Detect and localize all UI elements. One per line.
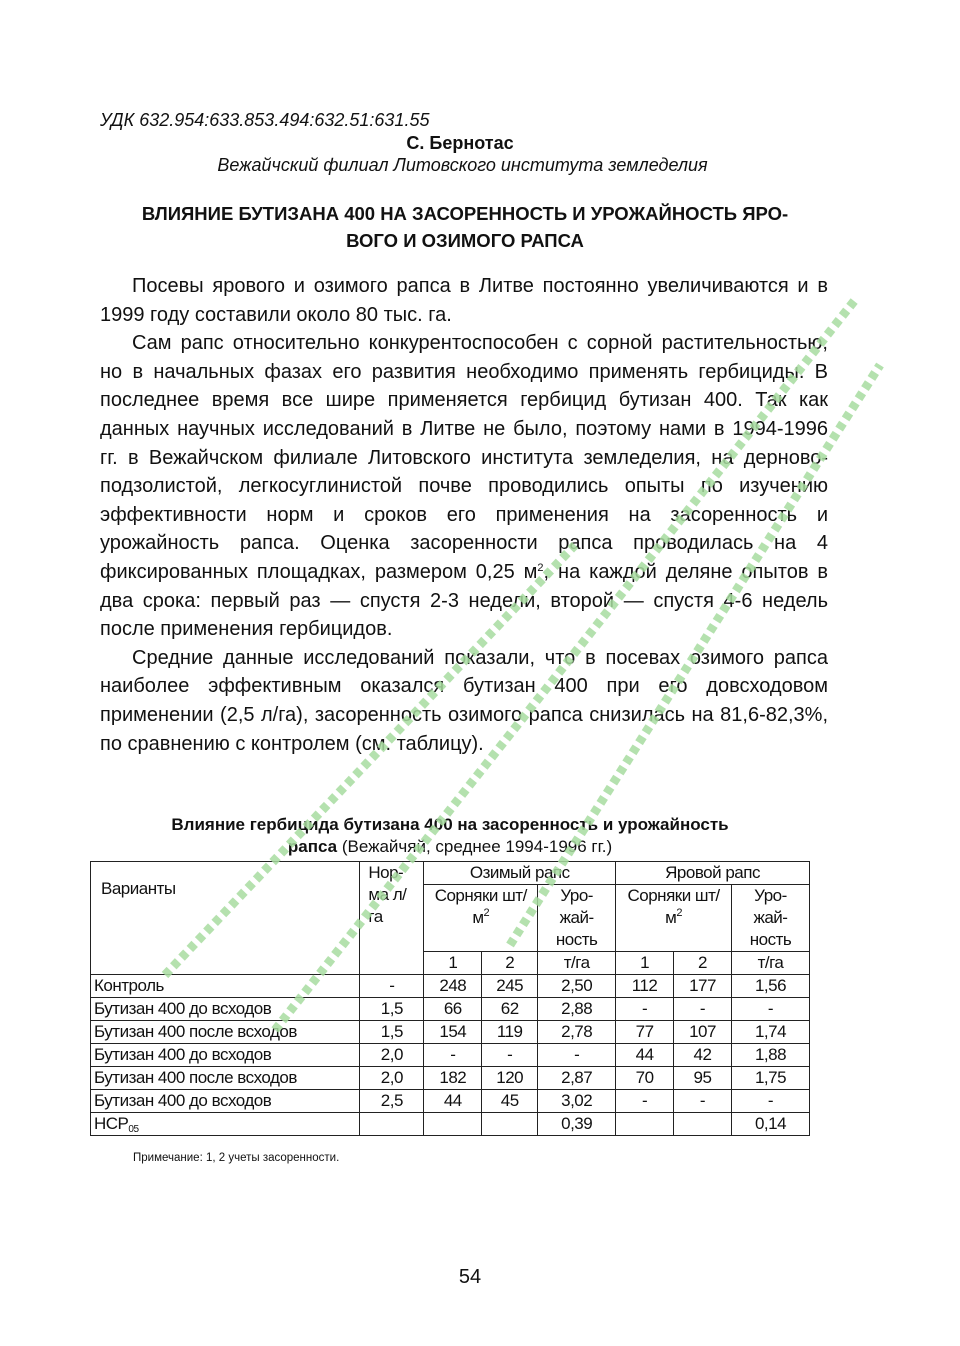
cell-sy: - bbox=[731, 998, 809, 1021]
header-row-1 bbox=[91, 862, 810, 885]
cell-norm: 2,0 bbox=[360, 1044, 424, 1067]
table-note: Примечание: 1, 2 учеты засоренности. bbox=[133, 1152, 340, 1164]
cell-empty bbox=[424, 1113, 482, 1136]
cell-empty bbox=[674, 1113, 732, 1136]
cell-empty bbox=[616, 1113, 674, 1136]
page-number: 54 bbox=[458, 1266, 482, 1288]
winter-weeds-label: Сорняки шт/м bbox=[434, 886, 527, 927]
cell-wy: 2,87 bbox=[538, 1067, 616, 1090]
cell-sy: 1,56 bbox=[731, 975, 809, 998]
header-spring-count-2: 2 bbox=[674, 952, 732, 975]
header-spring-yield-unit: т/га bbox=[731, 952, 809, 975]
cell-hcp-value: 0,14 bbox=[731, 1113, 809, 1136]
cell-variant: Бутизан 400 до всходов bbox=[91, 1090, 360, 1113]
spring-weeds-sup: 2 bbox=[676, 907, 682, 919]
table-row-hcp bbox=[91, 1113, 810, 1136]
cell-w1: 248 bbox=[424, 975, 482, 998]
paragraph-1: Посевы ярового и озимого рапса в Литве постоянно увеличиваются и в 1999 году составили около 80 тыс. га. bbox=[100, 275, 828, 326]
cell-w2: 245 bbox=[482, 975, 538, 998]
cell-s1: 77 bbox=[616, 1021, 674, 1044]
table-row bbox=[91, 998, 810, 1021]
cell-w1: 66 bbox=[424, 998, 482, 1021]
cell-s1: 112 bbox=[616, 975, 674, 998]
square-superscript: 2 bbox=[537, 561, 544, 574]
spring-weeds-label: Сорняки шт/м bbox=[627, 886, 720, 927]
cell-variant: Бутизан 400 до всходов bbox=[91, 1044, 360, 1067]
hcp-label: НСР bbox=[94, 1114, 129, 1133]
cell-w2: 62 bbox=[482, 998, 538, 1021]
header-winter-yield: Уро-жай-ность bbox=[538, 885, 616, 952]
paragraph-3: Средние данные исследований показали, что в посевах озимого рапса наиболее эффективным оказался бутизан 400 при его довсходовом применении (2,5 л/га), засоренность озимого рапса снизилась на 81,6-82,3%, по сравнению с контролем (см. таблицу). bbox=[100, 646, 828, 755]
title-line-2: ВОГО И ОЗИМОГО РАПСА bbox=[346, 230, 584, 251]
cell-sy: 1,75 bbox=[731, 1067, 809, 1090]
article-body bbox=[100, 272, 828, 758]
cell-wy: 2,88 bbox=[538, 998, 616, 1021]
cell-wy: 2,50 bbox=[538, 975, 616, 998]
cell-w2: 45 bbox=[482, 1090, 538, 1113]
article-title bbox=[100, 200, 830, 254]
hcp-subscript: 05 bbox=[128, 1124, 139, 1135]
table-caption-line-1: Влияние гербицида бутизана 400 на засоренность и урожайность bbox=[171, 815, 729, 834]
cell-s2: - bbox=[674, 998, 732, 1021]
cell-s1: - bbox=[616, 1090, 674, 1113]
affiliation: Вежайчский филиал Литовского института земледелия bbox=[217, 155, 708, 175]
cell-sy: 1,88 bbox=[731, 1044, 809, 1067]
cell-wy: 3,02 bbox=[538, 1090, 616, 1113]
cell-w2: 120 bbox=[482, 1067, 538, 1090]
cell-norm: - bbox=[360, 975, 424, 998]
cell-empty bbox=[360, 1113, 424, 1136]
header-winter-count-2: 2 bbox=[482, 952, 538, 975]
cell-w1: 44 bbox=[424, 1090, 482, 1113]
header-spring-weeds bbox=[616, 885, 732, 952]
cell-variant: Контроль bbox=[91, 975, 360, 998]
table-row bbox=[91, 1090, 810, 1113]
cell-sy: 1,74 bbox=[731, 1021, 809, 1044]
cell-variant: Бутизан 400 после всходов bbox=[91, 1021, 360, 1044]
header-winter-count-1: 1 bbox=[424, 952, 482, 975]
header-winter-yield-unit: т/га bbox=[538, 952, 616, 975]
cell-hcp-value: 0,39 bbox=[538, 1113, 616, 1136]
cell-norm: 1,5 bbox=[360, 998, 424, 1021]
cell-sy: - bbox=[731, 1090, 809, 1113]
cell-norm: 2,0 bbox=[360, 1067, 424, 1090]
cell-w1: - bbox=[424, 1044, 482, 1067]
cell-s1: 44 bbox=[616, 1044, 674, 1067]
table-caption-line-2 bbox=[90, 836, 810, 858]
header-spring-yield: Уро-жай-ность bbox=[731, 885, 809, 952]
cell-wy: - bbox=[538, 1044, 616, 1067]
paragraph-2-part-b: , на каждой деляне опытов в два срока: первый раз — спустя 2-3 недели, второй — спустя 4-6 недель после применения гербицидов. bbox=[100, 560, 828, 641]
header-norm: Нор-ма л/га bbox=[360, 862, 424, 975]
author-name: С. Бернотас bbox=[406, 133, 514, 153]
cell-wy: 2,78 bbox=[538, 1021, 616, 1044]
cell-empty bbox=[482, 1113, 538, 1136]
results-table bbox=[90, 861, 810, 1136]
cell-norm: 2,5 bbox=[360, 1090, 424, 1113]
cell-variant: Бутизан 400 до всходов bbox=[91, 998, 360, 1021]
header-winter-weeds bbox=[424, 885, 538, 952]
cell-s2: 95 bbox=[674, 1067, 732, 1090]
cell-s2: 177 bbox=[674, 975, 732, 998]
winter-weeds-sup: 2 bbox=[483, 907, 490, 919]
table-caption-bold-2: рапса bbox=[287, 837, 338, 856]
cell-w2: 119 bbox=[482, 1021, 538, 1044]
cell-s2: 42 bbox=[674, 1044, 732, 1067]
table-row bbox=[91, 1021, 810, 1044]
table-row bbox=[91, 975, 810, 998]
cell-w1: 154 bbox=[424, 1021, 482, 1044]
table-caption-rest: (Вежайчяй, среднее 1994-1996 гг.) bbox=[337, 837, 613, 856]
header-spring-rape: Яровой рапс bbox=[616, 862, 810, 885]
cell-norm: 1,5 bbox=[360, 1021, 424, 1044]
paragraph-2-part-a: Сам рапс относительно конкурентоспособен с сорной растительностью, но в начальных фазах его развития необходимо применять гербициды. В последнее время все шире применяется гербицид бутизан 400. Так как данных научных исследований в Литве не было, поэтому нами в 1994-1996 гг. в Вежайчском филиале Литовского института земледелия, на дерново-подзолистой, легкосуглинистой почве проводились опыты по изучению эффективности норм и сроков его применения на засоренность и урожайность рапса. Оценка засоренности рапса проводилась на 4 фиксированных площадках, размером 0,25 м bbox=[100, 332, 828, 583]
cell-hcp-label bbox=[91, 1113, 360, 1136]
table-caption bbox=[90, 814, 810, 858]
paragraph-2 bbox=[100, 329, 828, 644]
cell-s1: - bbox=[616, 998, 674, 1021]
cell-s2: 107 bbox=[674, 1021, 732, 1044]
cell-s2: - bbox=[674, 1090, 732, 1113]
cell-s1: 70 bbox=[616, 1067, 674, 1090]
udk-code: УДК 632.954:633.853.494:632.51:631.55 bbox=[100, 110, 430, 130]
cell-w2: - bbox=[482, 1044, 538, 1067]
header-variants: Варианты bbox=[91, 862, 360, 975]
cell-variant: Бутизан 400 после всходов bbox=[91, 1067, 360, 1090]
table-row bbox=[91, 1044, 810, 1067]
table-row bbox=[91, 1067, 810, 1090]
title-line-1: ВЛИЯНИЕ БУТИЗАНА 400 НА ЗАСОРЕННОСТЬ И УРОЖАЙНОСТЬ ЯРО- bbox=[141, 203, 789, 224]
cell-w1: 182 bbox=[424, 1067, 482, 1090]
header-winter-rape: Озимый рапс bbox=[424, 862, 616, 885]
header-spring-count-1: 1 bbox=[616, 952, 674, 975]
